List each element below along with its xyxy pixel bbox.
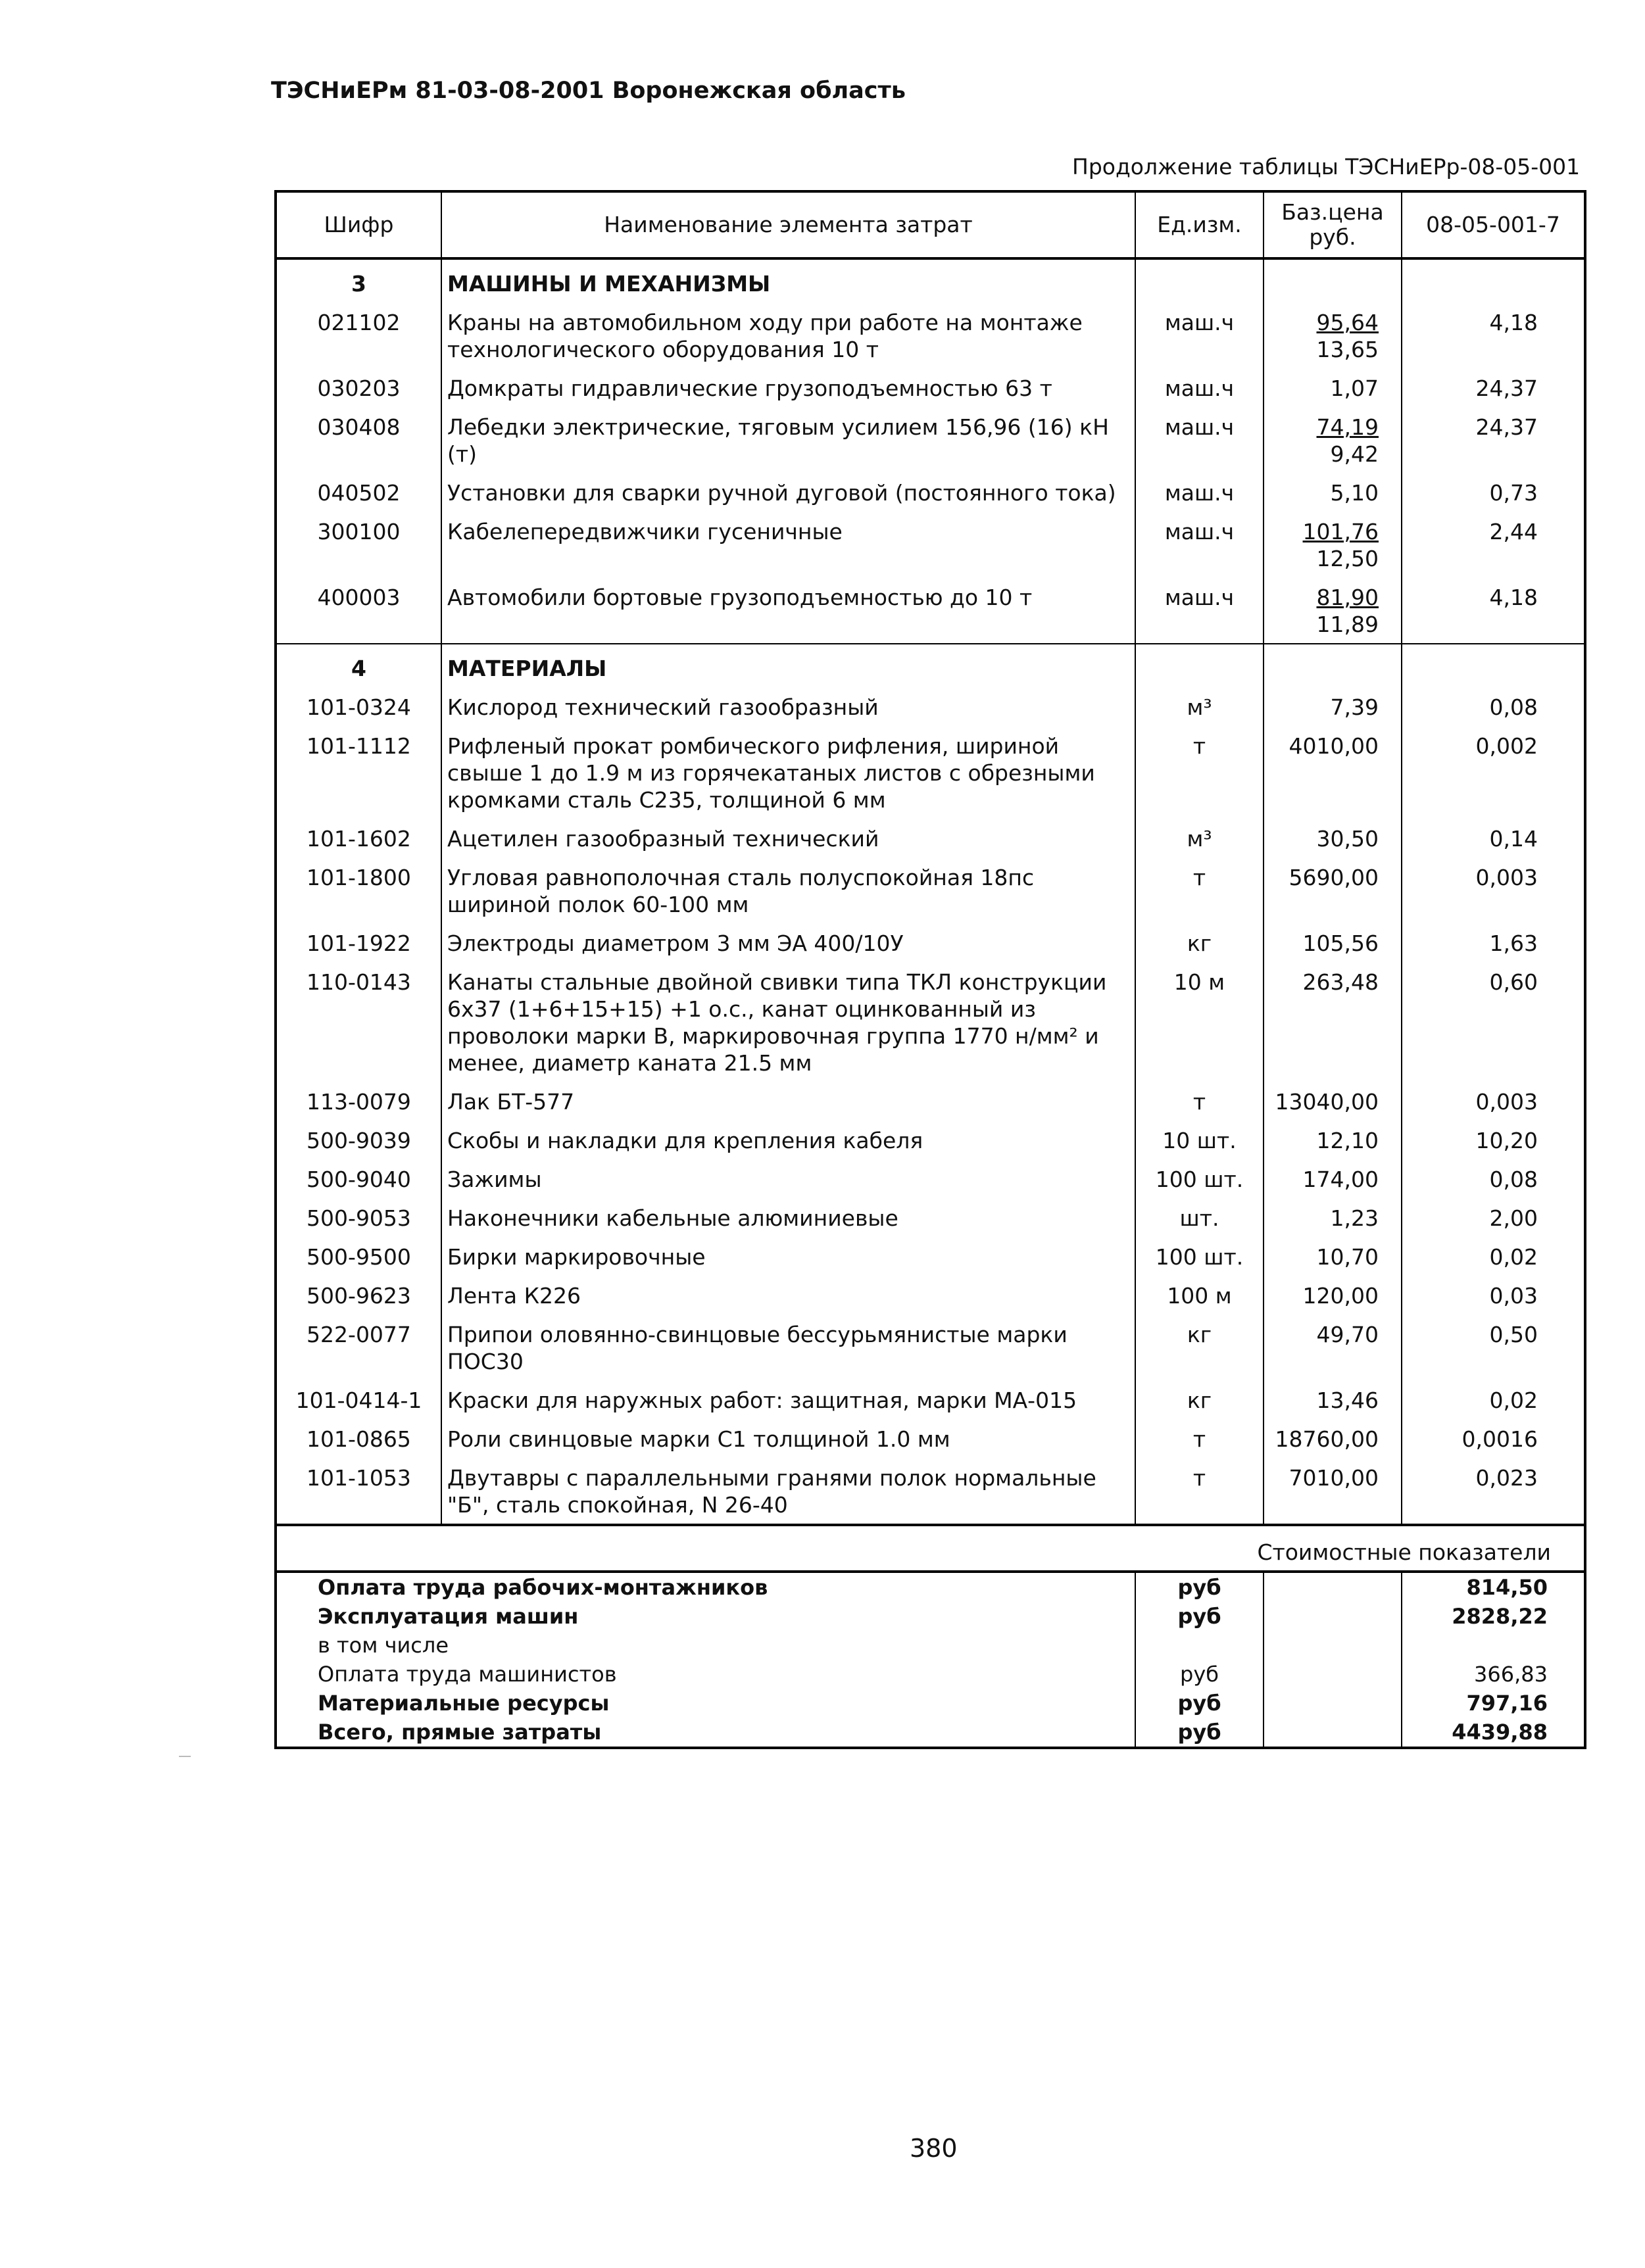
cost-summary-title: Стоимостные показатели bbox=[277, 1526, 1584, 1573]
row-price-cell bbox=[1264, 473, 1402, 512]
row-price: 4010,00 bbox=[1289, 733, 1379, 759]
summary-unit: руб bbox=[1135, 1718, 1264, 1747]
table-row bbox=[277, 1315, 1584, 1380]
row-price: 7010,00 bbox=[1289, 1465, 1379, 1491]
row-price-cell bbox=[1264, 1419, 1402, 1458]
row-price: 30,50 bbox=[1316, 826, 1379, 852]
summary-row bbox=[277, 1718, 1584, 1747]
empty-cell bbox=[1135, 258, 1264, 302]
row-price-cell bbox=[1264, 1121, 1402, 1159]
row-price-cell bbox=[1264, 302, 1402, 368]
row-code: 101-1800 bbox=[277, 857, 441, 923]
table-row bbox=[277, 962, 1584, 1082]
row-code: 500-9623 bbox=[277, 1276, 441, 1315]
summary-row bbox=[277, 1660, 1584, 1689]
row-code: 101-1602 bbox=[277, 819, 441, 857]
row-quantity: 10,20 bbox=[1475, 1128, 1538, 1153]
row-code: 500-9040 bbox=[277, 1159, 441, 1198]
row-unit: маш.ч bbox=[1135, 368, 1264, 407]
summary-row bbox=[277, 1602, 1584, 1631]
row-price: 12,10 bbox=[1316, 1128, 1379, 1153]
table-row bbox=[277, 1159, 1584, 1198]
row-quantity: 0,50 bbox=[1489, 1322, 1538, 1347]
row-quantity: 0,03 bbox=[1489, 1283, 1538, 1309]
row-name: Лебедки электрические, тяговым усилием 156,96 (16) кН (т) bbox=[441, 407, 1135, 473]
row-quantity: 0,14 bbox=[1489, 826, 1538, 852]
row-code: 040502 bbox=[277, 473, 441, 512]
table-row bbox=[277, 1380, 1584, 1419]
summary-unit: руб bbox=[1135, 1602, 1264, 1631]
row-code: 113-0079 bbox=[277, 1082, 441, 1121]
row-price: 174,00 bbox=[1302, 1167, 1379, 1192]
row-name: Краны на автомобильном ходу при работе на монтаже технологического оборудования 10 т bbox=[441, 302, 1135, 368]
row-price-cell bbox=[1264, 1082, 1402, 1121]
row-price-wage: 12,50 bbox=[1316, 546, 1379, 571]
empty-cell bbox=[1402, 644, 1584, 687]
row-price-cell bbox=[1264, 1458, 1402, 1524]
row-price: 95,64 bbox=[1316, 310, 1379, 335]
row-name: Роли свинцовые марки С1 толщиной 1.0 мм bbox=[441, 1419, 1135, 1458]
summary-row bbox=[277, 1689, 1584, 1718]
margin-mark bbox=[179, 1756, 191, 1757]
summary-price-empty bbox=[1264, 1660, 1402, 1689]
row-name: Угловая равнополочная сталь полуспокойная 18пс шириной полок 60-100 мм bbox=[441, 857, 1135, 923]
summary-unit: руб bbox=[1135, 1660, 1264, 1689]
row-price: 1,07 bbox=[1330, 375, 1379, 401]
row-price: 105,56 bbox=[1302, 930, 1379, 956]
table-row bbox=[277, 726, 1584, 819]
row-name: Краски для наружных работ: защитная, марки МА-015 bbox=[441, 1380, 1135, 1419]
row-unit: 100 м bbox=[1135, 1276, 1264, 1315]
row-price-cell bbox=[1264, 857, 1402, 923]
row-name: Припои оловянно-свинцовые бессурьмянистые марки ПОС30 bbox=[441, 1315, 1135, 1380]
summary-value: 2828,22 bbox=[1452, 1604, 1548, 1629]
row-quantity: 0,002 bbox=[1475, 733, 1538, 759]
row-quantity: 24,37 bbox=[1475, 375, 1538, 401]
summary-price-empty bbox=[1264, 1689, 1402, 1718]
summary-price-empty bbox=[1264, 1573, 1402, 1602]
row-unit: м³ bbox=[1135, 687, 1264, 726]
row-price-wage: 13,65 bbox=[1316, 337, 1379, 362]
section-row bbox=[277, 644, 1584, 687]
summary-value: 797,16 bbox=[1466, 1691, 1548, 1716]
row-code: 500-9500 bbox=[277, 1237, 441, 1276]
row-price-cell bbox=[1264, 407, 1402, 473]
row-price: 18760,00 bbox=[1275, 1426, 1379, 1452]
row-unit: шт. bbox=[1135, 1198, 1264, 1237]
row-code: 110-0143 bbox=[277, 962, 441, 1082]
row-unit: т bbox=[1135, 1082, 1264, 1121]
empty-cell bbox=[1264, 644, 1402, 687]
table-row bbox=[277, 1419, 1584, 1458]
row-unit: кг bbox=[1135, 923, 1264, 962]
row-name: Зажимы bbox=[441, 1159, 1135, 1198]
section-title: МАШИНЫ И МЕХАНИЗМЫ bbox=[441, 258, 1135, 302]
row-quantity: 0,0016 bbox=[1461, 1426, 1538, 1452]
row-price: 74,19 bbox=[1316, 414, 1379, 440]
row-code: 500-9039 bbox=[277, 1121, 441, 1159]
section-number: 4 bbox=[277, 644, 441, 687]
row-unit: т bbox=[1135, 1419, 1264, 1458]
row-unit: кг bbox=[1135, 1315, 1264, 1380]
row-unit: м³ bbox=[1135, 819, 1264, 857]
col-header-name: Наименование элемента затрат bbox=[441, 193, 1135, 258]
summary-label: Оплата труда рабочих-монтажников bbox=[277, 1573, 1135, 1602]
row-price: 13040,00 bbox=[1275, 1089, 1379, 1115]
summary-label: Материальные ресурсы bbox=[277, 1689, 1135, 1718]
row-price: 1,23 bbox=[1330, 1205, 1379, 1231]
row-name: Домкраты гидравлические грузоподъемностью 63 т bbox=[441, 368, 1135, 407]
table-row bbox=[277, 577, 1584, 644]
summary-label: Всего, прямые затраты bbox=[277, 1718, 1135, 1747]
table-row bbox=[277, 1082, 1584, 1121]
row-code: 101-1922 bbox=[277, 923, 441, 962]
row-unit: т bbox=[1135, 726, 1264, 819]
row-name: Наконечники кабельные алюминиевые bbox=[441, 1198, 1135, 1237]
summary-unit bbox=[1135, 1631, 1264, 1660]
summary-label: в том числе bbox=[277, 1631, 1135, 1660]
table-row bbox=[277, 1458, 1584, 1524]
summary-row bbox=[277, 1631, 1584, 1660]
row-name: Скобы и накладки для крепления кабеля bbox=[441, 1121, 1135, 1159]
row-name: Электроды диаметром 3 мм ЭА 400/10У bbox=[441, 923, 1135, 962]
row-price-cell bbox=[1264, 1315, 1402, 1380]
row-price: 5690,00 bbox=[1289, 865, 1379, 890]
summary-label: Эксплуатация машин bbox=[277, 1602, 1135, 1631]
row-price-cell bbox=[1264, 687, 1402, 726]
row-code: 400003 bbox=[277, 577, 441, 644]
table-row bbox=[277, 1237, 1584, 1276]
col-header-price-line1: Баз.цена bbox=[1281, 199, 1384, 225]
row-unit: маш.ч bbox=[1135, 473, 1264, 512]
row-code: 300100 bbox=[277, 512, 441, 577]
row-price: 7,39 bbox=[1330, 694, 1379, 720]
row-unit: кг bbox=[1135, 1380, 1264, 1419]
empty-cell bbox=[1264, 258, 1402, 302]
row-price-wage: 9,42 bbox=[1330, 441, 1379, 467]
col-header-unit: Ед.изм. bbox=[1135, 193, 1264, 258]
section-number: 3 bbox=[277, 258, 441, 302]
row-unit: маш.ч bbox=[1135, 302, 1264, 368]
document-header: ТЭСНиЕРм 81-03-08-2001 Воронежская область bbox=[271, 78, 906, 104]
summary-price-empty bbox=[1264, 1602, 1402, 1631]
row-name: Кабелепередвижчики гусеничные bbox=[441, 512, 1135, 577]
table-row bbox=[277, 687, 1584, 726]
table-row bbox=[277, 473, 1584, 512]
row-unit: 100 шт. bbox=[1135, 1237, 1264, 1276]
cost-summary bbox=[277, 1524, 1584, 1747]
row-name: Лак БТ-577 bbox=[441, 1082, 1135, 1121]
empty-cell bbox=[1135, 644, 1264, 687]
row-quantity: 0,003 bbox=[1475, 1089, 1538, 1115]
row-name: Бирки маркировочные bbox=[441, 1237, 1135, 1276]
row-quantity: 0,60 bbox=[1489, 969, 1538, 995]
row-quantity: 0,023 bbox=[1475, 1465, 1538, 1491]
resource-table bbox=[274, 190, 1586, 1749]
row-code: 101-1112 bbox=[277, 726, 441, 819]
summary-price-empty bbox=[1264, 1631, 1402, 1660]
row-name: Установки для сварки ручной дуговой (постоянного тока) bbox=[441, 473, 1135, 512]
row-code: 101-0865 bbox=[277, 1419, 441, 1458]
cost-summary-body bbox=[277, 1573, 1584, 1747]
row-name: Ацетилен газообразный технический bbox=[441, 819, 1135, 857]
row-price: 49,70 bbox=[1316, 1322, 1379, 1347]
row-price: 120,00 bbox=[1302, 1283, 1379, 1309]
summary-value bbox=[1402, 1631, 1584, 1660]
table-row bbox=[277, 1121, 1584, 1159]
table-row bbox=[277, 819, 1584, 857]
row-code: 030408 bbox=[277, 407, 441, 473]
row-unit: маш.ч bbox=[1135, 512, 1264, 577]
row-unit: 100 шт. bbox=[1135, 1159, 1264, 1198]
row-price-cell bbox=[1264, 368, 1402, 407]
row-quantity: 4,18 bbox=[1489, 585, 1538, 610]
row-price-cell bbox=[1264, 577, 1402, 644]
summary-value: 366,83 bbox=[1474, 1662, 1548, 1687]
summary-price-empty bbox=[1264, 1718, 1402, 1747]
table-row bbox=[277, 302, 1584, 368]
row-name: Автомобили бортовые грузоподъемностью до 10 т bbox=[441, 577, 1135, 644]
col-header-code: Шифр bbox=[277, 193, 441, 258]
row-code: 101-0414-1 bbox=[277, 1380, 441, 1419]
row-code: 101-0324 bbox=[277, 687, 441, 726]
row-name: Лента К226 bbox=[441, 1276, 1135, 1315]
row-price-cell bbox=[1264, 512, 1402, 577]
row-code: 500-9053 bbox=[277, 1198, 441, 1237]
summary-label: Оплата труда машинистов bbox=[277, 1660, 1135, 1689]
row-price: 101,76 bbox=[1302, 519, 1379, 544]
row-name: Канаты стальные двойной свивки типа ТКЛ конструкции 6х37 (1+6+15+15) +1 о.с., канат оцинкованный из проволоки марки В, маркировочная группа 1770 н/мм² и менее, диаметр каната 21.5 мм bbox=[441, 962, 1135, 1082]
section-row bbox=[277, 258, 1584, 302]
row-price-cell bbox=[1264, 923, 1402, 962]
summary-value: 4439,88 bbox=[1452, 1720, 1548, 1745]
summary-value: 814,50 bbox=[1466, 1575, 1548, 1600]
col-header-norm: 08-05-001-7 bbox=[1402, 193, 1584, 258]
row-name: Кислород технический газообразный bbox=[441, 687, 1135, 726]
row-unit: маш.ч bbox=[1135, 407, 1264, 473]
table-continuation-caption: Продолжение таблицы ТЭСНиЕРр-08-05-001 bbox=[1072, 154, 1581, 180]
row-price: 13,46 bbox=[1316, 1387, 1379, 1413]
table-row bbox=[277, 512, 1584, 577]
row-unit: маш.ч bbox=[1135, 577, 1264, 644]
row-price-cell bbox=[1264, 819, 1402, 857]
summary-row bbox=[277, 1573, 1584, 1602]
table-row bbox=[277, 857, 1584, 923]
row-price-cell bbox=[1264, 726, 1402, 819]
row-price-cell bbox=[1264, 1276, 1402, 1315]
summary-unit: руб bbox=[1135, 1689, 1264, 1718]
row-code: 021102 bbox=[277, 302, 441, 368]
col-header-price bbox=[1264, 193, 1402, 258]
row-quantity: 0,02 bbox=[1489, 1244, 1538, 1270]
row-price-cell bbox=[1264, 962, 1402, 1082]
row-code: 101-1053 bbox=[277, 1458, 441, 1524]
table-row bbox=[277, 1198, 1584, 1237]
row-name: Двутавры с параллельными гранями полок нормальные "Б", сталь спокойная, N 26-40 bbox=[441, 1458, 1135, 1524]
page-number: 380 bbox=[910, 2134, 958, 2163]
table-body bbox=[277, 258, 1584, 1524]
row-price-wage: 11,89 bbox=[1316, 612, 1379, 637]
row-quantity: 24,37 bbox=[1475, 414, 1538, 440]
row-quantity: 1,63 bbox=[1489, 930, 1538, 956]
table-header-row bbox=[277, 193, 1584, 258]
row-quantity: 4,18 bbox=[1489, 310, 1538, 335]
row-unit: 10 шт. bbox=[1135, 1121, 1264, 1159]
table-row bbox=[277, 407, 1584, 473]
row-unit: 10 м bbox=[1135, 962, 1264, 1082]
row-price-cell bbox=[1264, 1198, 1402, 1237]
table-row bbox=[277, 368, 1584, 407]
row-price-cell bbox=[1264, 1159, 1402, 1198]
row-quantity: 0,003 bbox=[1475, 865, 1538, 890]
row-price-cell bbox=[1264, 1380, 1402, 1419]
row-quantity: 2,00 bbox=[1489, 1205, 1538, 1231]
row-unit: т bbox=[1135, 857, 1264, 923]
section-title: МАТЕРИАЛЫ bbox=[441, 644, 1135, 687]
row-price: 81,90 bbox=[1316, 585, 1379, 610]
row-name: Рифленый прокат ромбического рифления, шириной свыше 1 до 1.9 м из горячекатаных листов с обрезными кромками сталь С235, толщиной 6 мм bbox=[441, 726, 1135, 819]
row-unit: т bbox=[1135, 1458, 1264, 1524]
row-quantity: 0,02 bbox=[1489, 1387, 1538, 1413]
row-quantity: 0,73 bbox=[1489, 480, 1538, 506]
table-row bbox=[277, 1276, 1584, 1315]
row-quantity: 2,44 bbox=[1489, 519, 1538, 544]
row-quantity: 0,08 bbox=[1489, 694, 1538, 720]
summary-unit: руб bbox=[1135, 1573, 1264, 1602]
table-row bbox=[277, 923, 1584, 962]
row-price-cell bbox=[1264, 1237, 1402, 1276]
row-price: 5,10 bbox=[1330, 480, 1379, 506]
col-header-price-line2: руб. bbox=[1309, 224, 1356, 250]
row-code: 030203 bbox=[277, 368, 441, 407]
row-quantity: 0,08 bbox=[1489, 1167, 1538, 1192]
row-price: 263,48 bbox=[1302, 969, 1379, 995]
row-code: 522-0077 bbox=[277, 1315, 441, 1380]
empty-cell bbox=[1402, 258, 1584, 302]
row-price: 10,70 bbox=[1316, 1244, 1379, 1270]
